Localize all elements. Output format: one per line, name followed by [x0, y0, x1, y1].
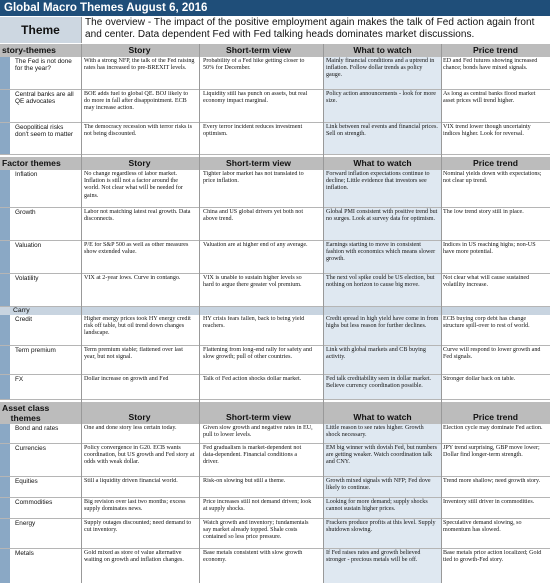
- row-theme: Metals: [15, 550, 34, 557]
- row-short-term: Liquidity still has punch on assets, but real economy impact marginal.: [203, 91, 308, 105]
- table-row: [0, 241, 550, 274]
- row-watch: Link between real events and financial prices. Sell on strength.: [324, 123, 441, 154]
- section-label-line1: Asset class: [2, 403, 50, 413]
- row-story: Policy convergence in G20. ECB wants coordination, but US growth and Fed story at odds with weak dollar.: [84, 445, 195, 466]
- row-trend: Curve will respond to lower growth and Fed signals.: [443, 347, 541, 361]
- story-themes-header: [0, 44, 550, 57]
- column-header-trend: Price trend: [473, 158, 518, 168]
- row-theme: Growth: [15, 209, 36, 216]
- row-theme: Geopolitical risks don't seem to matter: [15, 124, 74, 139]
- row-theme: FX: [15, 376, 24, 383]
- row-theme: The Fed is not done for the year?: [15, 58, 72, 73]
- column-divider: [441, 44, 442, 583]
- row-story: VIX at 2-year lows. Curve in contango.: [84, 275, 181, 281]
- title-bar: [0, 0, 550, 16]
- row-short-term: Probability of a Fed hike getting closer to 50% for December.: [203, 58, 305, 72]
- row-trend: The low trend story still in place.: [443, 209, 524, 215]
- table-row: [0, 498, 550, 519]
- row-watch: If Fed raises rates and growth believed stronger - precious metals will be off.: [324, 549, 441, 583]
- row-story: No change regardless of labor market. Inflation is still not a factor around the world. Not clear what will be needed for gains.: [84, 171, 183, 199]
- row-trend: JPY trend surprising, GBP move lower; Dollar find longer-term strength.: [443, 445, 540, 459]
- row-trend: ED and Fed futures showing increased chance; bonds have mixed signals.: [443, 58, 538, 72]
- overview-text: The overview - The impact of the positive employment again makes the talk of Fed action again front and center. Data dependent Fed with Fed talking heads dominates market discussions.: [85, 17, 535, 41]
- row-theme: Equities: [15, 478, 38, 485]
- column-divider: [81, 44, 82, 583]
- row-short-term: China and US global drivers yet both not above trend.: [203, 209, 304, 223]
- row-short-term: Every terror incident reduces investment optimism.: [203, 124, 303, 138]
- row-short-term: Price increases still not demand driven; look at supply shocks.: [203, 499, 312, 513]
- row-short-term: VIX is unable to sustain higher levels so hard to argue there greater vol premium.: [203, 275, 302, 289]
- carry-subheader: [0, 307, 550, 315]
- row-story: One and done story less certain today.: [84, 425, 177, 431]
- table-row: [0, 477, 550, 498]
- row-story: Still a liquidity driven financial world.: [84, 478, 178, 484]
- row-story: The democracy recession with terror risks is not being discounted.: [84, 124, 192, 138]
- row-watch: Looking for more demand; supply shocks cannot sustain higher prices.: [324, 498, 441, 518]
- table-row: [0, 315, 550, 346]
- page-title: Global Macro Themes August 6, 2016: [4, 2, 208, 14]
- carry-label: Carry: [13, 307, 30, 314]
- section-label: story-themes: [2, 45, 56, 55]
- row-short-term: Talk of Fed action shocks dollar market.: [203, 376, 302, 382]
- table-row: [0, 519, 550, 549]
- table-row: [0, 90, 550, 123]
- table-row: [0, 170, 550, 208]
- row-story: Labor not matching latest real growth. Data disconnects.: [84, 209, 191, 223]
- row-watch: Little reason to see rates higher. Growth shock necessary.: [324, 424, 441, 443]
- row-watch: Link with global markets and CB buying activity.: [324, 346, 441, 374]
- column-header-short-term: Short-term view: [226, 45, 291, 55]
- row-watch: Policy action announcements - look for more size.: [324, 90, 441, 122]
- row-short-term: Base metals consistent with slow growth economy.: [203, 550, 303, 564]
- table-row: [0, 444, 550, 477]
- table-row: [0, 123, 550, 155]
- row-short-term: Valuation are at higher end of any average.: [203, 242, 308, 248]
- row-watch: Forward inflation expectations continue to decline; Little evidence that investors see inflation.: [324, 170, 441, 207]
- row-watch: Global PMI consistent with positive trend but no surges. Look at survey data for optimism.: [324, 208, 441, 240]
- row-watch: Credit spread in high yield have come in from highs but less reason for further declines.: [324, 315, 441, 345]
- row-story: Big revision over last two months; excess supply dominates news.: [84, 499, 186, 513]
- row-trend: Nominal yields down with expectations; not clear up trend.: [443, 171, 542, 185]
- column-header-short-term: Short-term view: [226, 158, 291, 168]
- column-header-story: Story: [128, 158, 151, 168]
- row-theme: Currencies: [15, 445, 46, 452]
- row-theme: Central banks are all QE advocates: [15, 91, 74, 106]
- table-row: [0, 274, 550, 307]
- row-story: Higher energy prices took HY energy credit risk off table, but oil trend down changes landscape.: [84, 316, 191, 337]
- row-short-term: Tighter labor market has not translated to price inflation.: [203, 171, 304, 185]
- row-watch: The next vol spike could be US election, but nothing on horizon to cause big move.: [324, 274, 441, 306]
- row-watch: Fed talk creditability seen in dollar market. Believe currency coordination possible.: [324, 375, 441, 399]
- table-row: [0, 549, 550, 583]
- row-trend: Speculative demand slowing, so momentum has slowed.: [443, 520, 522, 534]
- row-theme: Term premium: [15, 347, 56, 354]
- factor-themes-header: [0, 157, 550, 170]
- table-row: [0, 57, 550, 90]
- column-divider: [323, 44, 324, 583]
- row-story: BOE adds fuel to global QE. BOJ likely to do more in fall after disappointment. ECB may increase action.: [84, 91, 189, 112]
- theme-label: Theme: [0, 17, 82, 43]
- section-label: [2, 403, 49, 423]
- column-header-watch: What to watch: [353, 158, 412, 168]
- row-watch: Earnings starting to move in consistent fashion with economics which means slower growth.: [324, 241, 441, 273]
- column-header-story: Story: [128, 412, 151, 422]
- row-story: Supply outages discounted; need demand to cut inventory.: [84, 520, 192, 534]
- row-trend: ECB buying corp debt has change structure spill-over to rest of world.: [443, 316, 530, 330]
- row-trend: Election cycle may dominate Fed action.: [443, 425, 543, 431]
- section-label-line2: themes: [10, 413, 41, 423]
- row-theme: Energy: [15, 520, 36, 527]
- row-theme: Inflation: [15, 171, 38, 178]
- row-theme: Commodities: [15, 499, 53, 506]
- table-row: [0, 375, 550, 400]
- row-story: With a strong NFP, the talk of the Fed raising rates has increased to pre-BREXIT levels.: [84, 58, 195, 72]
- row-short-term: Flattening from long-end rally for safety and slow growth; pull of other countries.: [203, 347, 312, 361]
- row-trend: As long as central banks flood market asset prices will trend higher.: [443, 91, 536, 105]
- row-theme: Volatility: [15, 275, 39, 282]
- table-row: [0, 424, 550, 444]
- row-story: Term premium stable; flattened over last year, but not signal.: [84, 347, 183, 361]
- row-watch: Growth mixed signals with NFP; Fed dove likely to continue.: [324, 477, 441, 497]
- column-header-trend: Price trend: [473, 45, 518, 55]
- row-short-term: Risk-on slowing but still a theme.: [203, 478, 286, 484]
- column-header-story: Story: [128, 45, 151, 55]
- row-trend: Not clear what will cause sustained volatility increase.: [443, 275, 530, 289]
- column-header-short-term: Short-term view: [226, 412, 291, 422]
- column-header-watch: What to watch: [353, 45, 412, 55]
- column-header-trend: Price trend: [473, 412, 518, 422]
- section-label: Factor themes: [2, 158, 61, 168]
- column-divider: [199, 44, 200, 583]
- row-short-term: HY crisis fears fallen, back to being yield reachers.: [203, 316, 305, 330]
- row-short-term: Fed gradualism is market-dependent not data-dependent. Financial conditions a driver.: [203, 445, 302, 466]
- row-trend: Trend more shallow; need growth story.: [443, 478, 541, 484]
- row-trend: Base metals price action localized; Gold tied to growth-Fed story.: [443, 550, 542, 564]
- row-story: Gold mixed as store of value alternative waiting on growth and inflation changes.: [84, 550, 184, 564]
- asset-class-themes-header: [0, 402, 550, 424]
- row-watch: Frackers produce profits at this level. Supply shutdown slowing.: [324, 519, 441, 548]
- row-theme: Bond and rates: [15, 425, 59, 432]
- row-short-term: Watch growth and inventory; fundamentals say market already topped. Shale costs contained so less price pressure.: [203, 520, 309, 541]
- row-theme: Credit: [15, 316, 33, 323]
- row-story: P/E for S&P 500 as well as other measures show extended value.: [84, 242, 189, 256]
- table-row: [0, 346, 550, 375]
- row-theme: Valuation: [15, 242, 42, 249]
- row-watch: EM big winner with dovish Fed, but numbers are getting weaker. Watch coordination talk and CNY.: [324, 444, 441, 476]
- column-header-watch: What to watch: [353, 412, 412, 422]
- row-trend: Indices in US reaching highs; non-US have more potential.: [443, 242, 536, 256]
- row-trend: Stronger dollar back on table.: [443, 376, 516, 382]
- row-trend: Inventory still driver in commodities.: [443, 499, 535, 505]
- row-trend: VIX trend lower though uncertainty indices higher. Look for reversal.: [443, 124, 531, 138]
- row-short-term: Given slow growth and negative rates in EU, pull to lower levels.: [203, 425, 313, 439]
- table-row: [0, 208, 550, 241]
- row-watch: Mainly financial conditions and a uptrend in inflation. Follow dollar trends as policy gauge.: [324, 57, 441, 89]
- row-story: Dollar increase on growth and Fed: [84, 376, 169, 382]
